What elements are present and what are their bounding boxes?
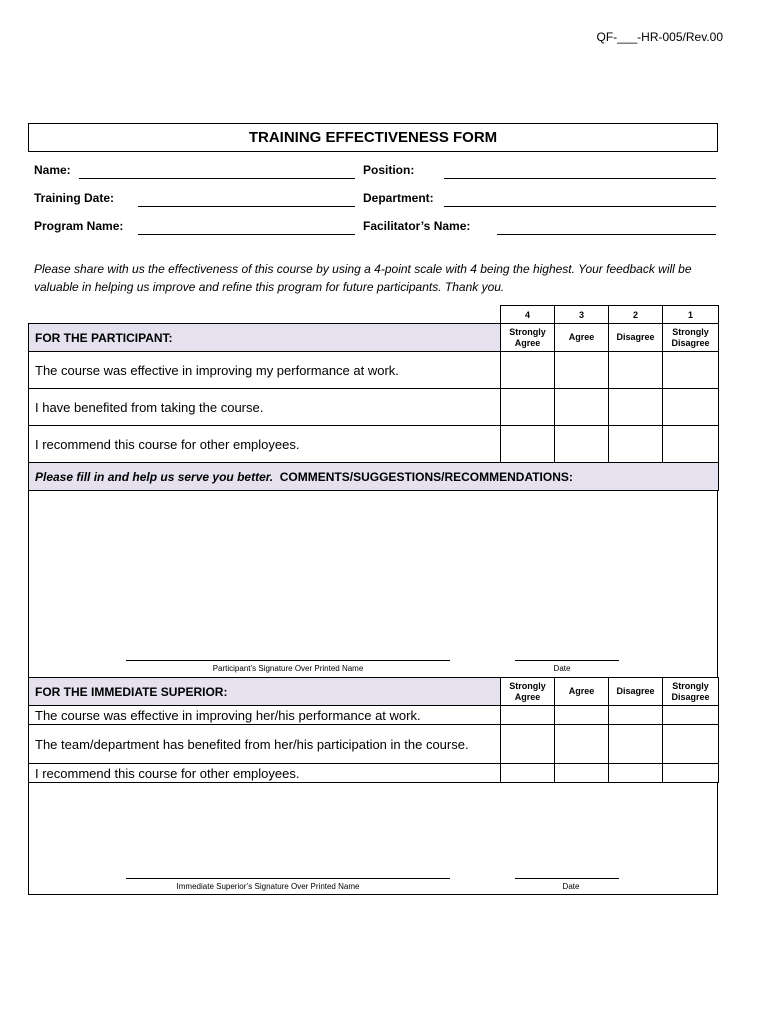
program-name-label: Program Name: xyxy=(34,219,124,233)
rating-cell[interactable] xyxy=(609,389,663,426)
scale-number: 2 xyxy=(609,306,663,324)
superior-item: The team/department has benefited from her/his participation in the course. xyxy=(29,725,501,764)
department-field[interactable] xyxy=(444,206,716,207)
program-name-field[interactable] xyxy=(138,234,355,235)
comments-italic-text: Please fill in and help us serve you better. xyxy=(35,469,274,484)
comments-header xyxy=(29,463,719,491)
rating-cell[interactable] xyxy=(555,389,609,426)
participant-date-label: Date xyxy=(553,664,571,673)
rating-cell[interactable] xyxy=(501,706,555,725)
participant-section-header: FOR THE PARTICIPANT: xyxy=(29,324,501,352)
rating-cell[interactable] xyxy=(501,426,555,463)
participant-item: I have benefited from taking the course. xyxy=(29,389,501,426)
scale-label: Disagree xyxy=(609,678,663,706)
training-date-label: Training Date: xyxy=(34,191,115,205)
facilitator-label: Facilitator’s Name: xyxy=(363,219,471,233)
rating-cell[interactable] xyxy=(663,352,719,389)
rating-cell[interactable] xyxy=(609,764,663,783)
scale-number: 4 xyxy=(501,306,555,324)
training-date-field[interactable] xyxy=(138,206,355,207)
rating-cell[interactable] xyxy=(663,706,719,725)
participant-signature-line xyxy=(126,660,450,661)
superior-date-line xyxy=(515,878,619,879)
rating-cell[interactable] xyxy=(555,352,609,389)
scale-label: Strongly Agree xyxy=(501,324,555,352)
facilitator-field[interactable] xyxy=(497,234,716,235)
blank-cell xyxy=(29,306,501,324)
name-field[interactable] xyxy=(79,178,355,179)
rating-cell[interactable] xyxy=(663,389,719,426)
rating-cell[interactable] xyxy=(501,725,555,764)
rating-cell[interactable] xyxy=(501,389,555,426)
rating-cell[interactable] xyxy=(609,352,663,389)
participant-item: I recommend this course for other employees. xyxy=(29,426,501,463)
participant-date-line xyxy=(515,660,619,661)
superior-item: I recommend this course for other employees. xyxy=(29,764,501,783)
position-field[interactable] xyxy=(444,178,716,179)
scale-label: Strongly Disagree xyxy=(663,324,719,352)
form-title: TRAINING EFFECTIVENESS FORM xyxy=(28,123,718,152)
document-reference: QF-___-HR-005/Rev.00 xyxy=(596,30,723,44)
rating-cell[interactable] xyxy=(663,764,719,783)
rating-cell[interactable] xyxy=(609,725,663,764)
scale-label: Strongly Disagree xyxy=(663,678,719,706)
participant-comments-area[interactable] xyxy=(28,491,718,678)
superior-date-label: Date xyxy=(562,882,580,891)
participant-rating-table xyxy=(28,305,719,491)
rating-cell[interactable] xyxy=(501,764,555,783)
scale-label: Strongly Agree xyxy=(501,678,555,706)
rating-cell[interactable] xyxy=(555,426,609,463)
rating-cell[interactable] xyxy=(501,352,555,389)
scale-number: 3 xyxy=(555,306,609,324)
rating-cell[interactable] xyxy=(555,706,609,725)
department-label: Department: xyxy=(363,191,434,205)
scale-label: Disagree xyxy=(609,324,663,352)
superior-section-header: FOR THE IMMEDIATE SUPERIOR: xyxy=(29,678,501,706)
participant-signature-label: Participant’s Signature Over Printed Name xyxy=(212,664,364,673)
scale-number: 1 xyxy=(663,306,719,324)
rating-cell[interactable] xyxy=(555,764,609,783)
superior-signature-label: Immediate Superior’s Signature Over Printed Name xyxy=(176,882,360,891)
rating-cell[interactable] xyxy=(555,725,609,764)
comments-label: COMMENTS/SUGGESTIONS/RECOMMENDATIONS: xyxy=(279,469,573,484)
superior-signature-line xyxy=(126,878,450,879)
name-label: Name: xyxy=(34,163,71,177)
superior-item: The course was effective in improving her/his performance at work. xyxy=(29,706,501,725)
rating-cell[interactable] xyxy=(609,706,663,725)
position-label: Position: xyxy=(363,163,415,177)
scale-label: Agree xyxy=(555,324,609,352)
rating-cell[interactable] xyxy=(663,725,719,764)
rating-cell[interactable] xyxy=(663,426,719,463)
intro-text: Please share with us the effectiveness of this course by using a 4-point scale with 4 being the highest. Your feedback will be valuable in helping us improve and refine this program for future participants. Thank you. xyxy=(34,262,692,294)
rating-cell[interactable] xyxy=(609,426,663,463)
superior-rating-table xyxy=(28,677,719,783)
scale-label: Agree xyxy=(555,678,609,706)
participant-item: The course was effective in improving my performance at work. xyxy=(29,352,501,389)
